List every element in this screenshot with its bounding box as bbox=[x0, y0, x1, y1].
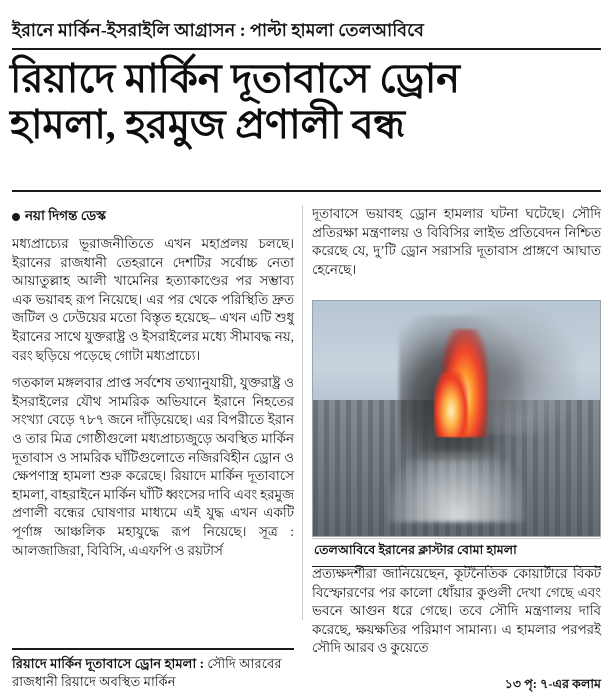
kicker-overline: ইরানে মার্কিন-ইসরাইলি আগ্রাসন : পাল্টা হামলা তেলআবিবে bbox=[12, 20, 424, 40]
headline-divider bbox=[12, 190, 601, 192]
article-photo-block bbox=[312, 300, 601, 557]
teaser-divider bbox=[12, 648, 294, 650]
body-paragraph: প্রত্যক্ষদর্শীরা জানিয়েছেন, কূটনৈতিক কোয়ার্টারে বিকট বিস্ফোরণের পর কালো ধোঁয়ার কুণ্ডলী দেখা গেছে এবং ভবনে আগুন ধরে গেছে। তবে সৌদি মন্ত্রণালয় দাবি করেছে, ক্ষয়ক্ষতির পরিমাণ সামান্য। এ হামলার পরপরই সৌদি আরব ও কুয়েতে bbox=[312, 566, 601, 656]
photo-dust-cloud bbox=[388, 451, 526, 522]
body-paragraph: দূতাবাসে ভয়াবহ ড্রোন হামলার ঘটনা ঘটেছে। সৌদি প্রতিরক্ষা মন্ত্রণালয় ও বিবিসির লাইভ প্রতিবেদন নিশ্চিত করেছে যে, দু’টি ড্রোন সরাসরি দূতাবাস প্রাঙ্গণে আঘাত হেনেছে। bbox=[312, 206, 601, 277]
column-divider bbox=[302, 205, 303, 620]
body-paragraph: মধ্যপ্রাচ্যের ভূরাজনীতিতে এখন মহাপ্রলয় চলছে। ইরানের রাজধানী তেহরানে দেশটির সর্বোচ্চ নেতা আয়াতুল্লাহ আলী খামেনির হত্যাকাণ্ডের পর সম্ভাব্য এক ভয়াবহ রূপ নিয়েছে। এর পর থেকে পরিস্থিতি দ্রুত জটিল ও ঢেউয়ের মতো বিস্তৃত হয়েছে– এখন এটি শুধু ইরানের সাথে যুক্তরাষ্ট্র ও ইসরাইলের মধ্যে সীমাবদ্ধ নয়, বরং ছড়িয়ে পড়েছে গোটা মধ্যপ্রাচ্যে। bbox=[12, 236, 294, 363]
photo-fire-core bbox=[434, 372, 468, 438]
byline-label: নয়া দিগন্ত ডেস্ক bbox=[25, 208, 106, 223]
kicker-divider bbox=[12, 48, 601, 50]
teaser-lead: রিয়াদে মার্কিন দূতাবাসে ড্রোন হামলা : bbox=[12, 656, 208, 671]
headline-line-1: রিয়াদে মার্কিন দূতাবাসে ড্রোন bbox=[10, 56, 460, 101]
left-column bbox=[12, 205, 294, 569]
right-column bbox=[312, 205, 601, 288]
teaser-text bbox=[12, 655, 294, 691]
photo-caption: তেলআবিবে ইরানের ক্লাস্টার বোমা হামলা bbox=[312, 538, 601, 567]
jump-reference: ১৩ পৃ: ৭-এর কলাম bbox=[504, 677, 601, 691]
teaser-rest: সৌদি আরবের রাজধানী রিয়াদে অবস্থিত মার্কিন bbox=[12, 656, 282, 689]
bullet-icon bbox=[12, 213, 20, 221]
byline bbox=[12, 205, 294, 228]
body-paragraph: গতকাল মঙ্গলবার প্রাপ্ত সর্বশেষ তথ্যানুযায়ী, যুক্তরাষ্ট্র ও ইসরাইলের যৌথ সামরিক অভিযানে ইরানে নিহতের সংখ্যা বেড়ে ৭৮৭ জনে দাঁড়িয়েছে। এর বিপরীতে ইরান ও তার মিত্র গোষ্ঠীগুলো মধ্যপ্রাচ্যজুড়ে অবস্থিত মার্কিন দূতাবাস ও সামরিক ঘাঁটিগুলোতে নজিরবিহীন ড্রোন ও ক্ষেপণাস্ত্র হামলা শুরু করেছে। রিয়াদে মার্কিন দূতাবাসে হামলা, বাহরাইনে মার্কিন ঘাঁটি ধ্বংসের দাবি এবং হরমুজ প্রণালী বন্ধের ঘোষণার মাধ্যমে এই যুদ্ধ এখন একটি পূর্ণাঙ্গ আঞ্চলিক মহাযুদ্ধে রূপ নিয়েছে। সূত্র : আলজাজিরা, বিবিসি, এএফপি ও রয়টার্স bbox=[12, 375, 294, 558]
headline-line-2: হামলা, হরমুজ প্রণালী বন্ধ bbox=[10, 102, 405, 147]
right-column-continued bbox=[312, 565, 601, 667]
page-title bbox=[10, 56, 603, 148]
article-photo bbox=[312, 300, 601, 537]
